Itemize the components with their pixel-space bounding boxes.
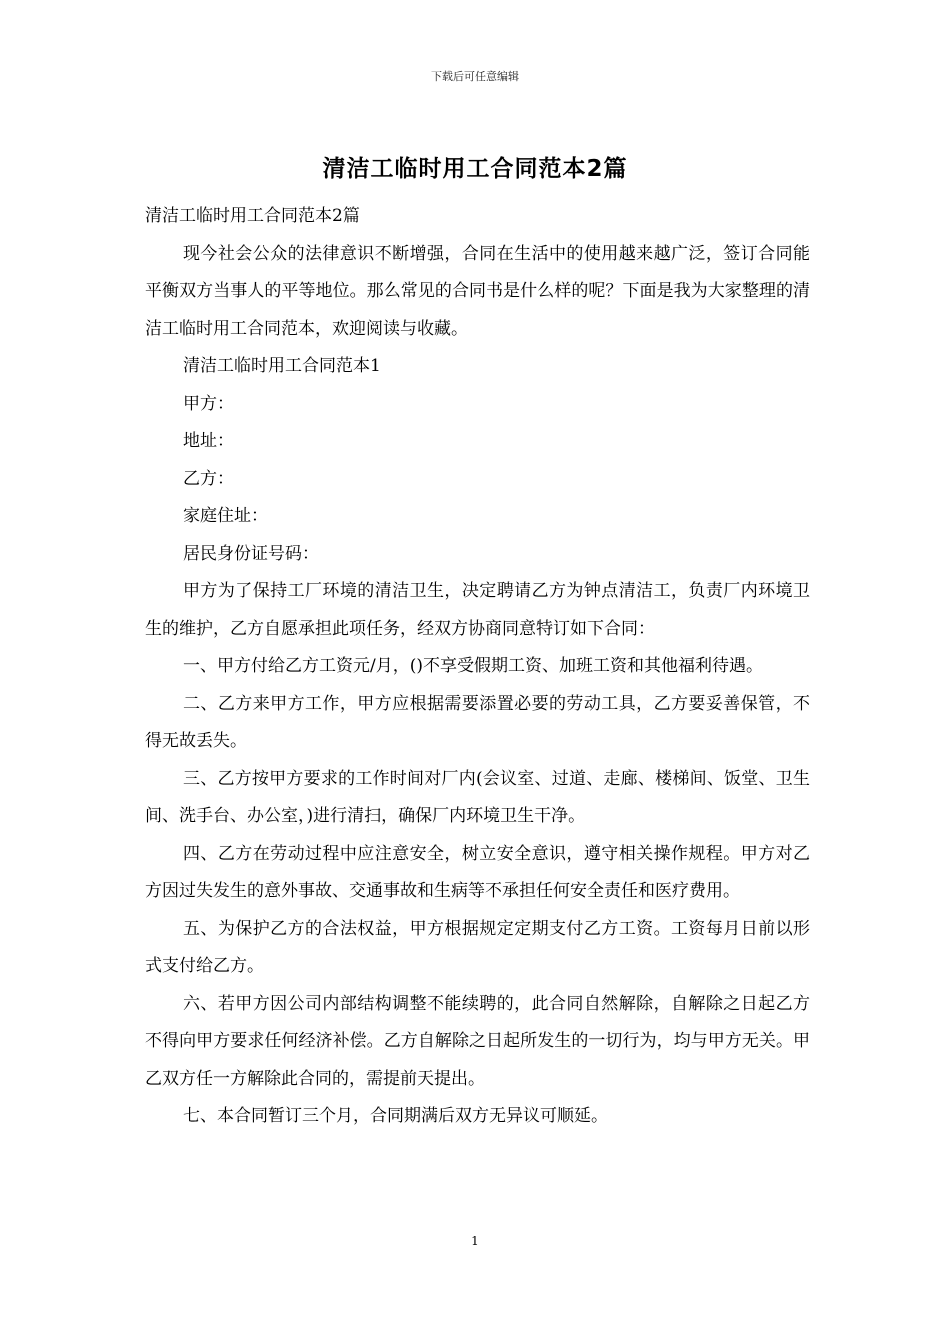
clause-3: 三、乙方按甲方要求的工作时间对厂内(会议室、过道、走廊、楼梯间、饭堂、卫生间、洗手台、办公室，)进行清扫，确保厂内环境卫生干净。 xyxy=(145,768,810,826)
preamble-paragraph: 甲方为了保持工厂环境的清洁卫生，决定聘请乙方为钟点清洁工，负责厂内环境卫生的维护，乙方自愿承担此项任务，经双方协商同意特订如下合同： xyxy=(145,581,810,639)
party-b-field: 乙方： xyxy=(183,468,234,489)
header-note: 下载后可任意编辑 xyxy=(431,70,519,83)
section-heading: 清洁工临时用工合同范本1 xyxy=(183,356,381,376)
clause-6: 六、若甲方因公司内部结构调整不能续聘的，此合同自然解除，自解除之日起乙方不得向甲方要求任何经济补偿。乙方自解除之日起所发生的一切行为，均与甲方无关。甲乙双方任一方解除此合同的，需提前天提出。 xyxy=(145,993,810,1089)
address-field: 地址： xyxy=(183,431,234,451)
clause-5: 五、为保护乙方的合法权益，甲方根据规定定期支付乙方工资。工资每月日前以形式支付给乙方。 xyxy=(145,918,810,976)
subtitle-paragraph: 清洁工临时用工合同范本2篇 xyxy=(145,206,360,226)
intro-paragraph: 现今社会公众的法律意识不断增强，合同在生活中的使用越来越广泛，签订合同能平衡双方当事人的平等地位。那么常见的合同书是什么样的呢？下面是我为大家整理的清洁工临时用工合同范本，欢迎阅读与收藏。 xyxy=(145,243,810,339)
page-number: 1 xyxy=(471,1234,479,1248)
clause-1: 一、甲方付给乙方工资元/月，()不享受假期工资、加班工资和其他福利待遇。 xyxy=(183,656,763,676)
clause-4: 四、乙方在劳动过程中应注意安全，树立安全意识，遵守相关操作规程。甲方对乙方因过失发生的意外事故、交通事故和生病等不承担任何安全责任和医疗费用。 xyxy=(145,843,810,901)
clause-7: 七、本合同暂订三个月，合同期满后双方无异议可顺延。 xyxy=(183,1106,608,1126)
party-a-field: 甲方： xyxy=(183,393,234,414)
id-number-field: 居民身份证号码： xyxy=(183,543,319,564)
clause-2: 二、乙方来甲方工作，甲方应根据需要添置必要的劳动工具，乙方要妥善保管，不得无故丢失。 xyxy=(145,693,810,751)
home-address-field: 家庭住址： xyxy=(183,506,268,526)
document-title: 清洁工临时用工合同范本2篇 xyxy=(322,156,628,182)
document-body xyxy=(145,198,810,1136)
